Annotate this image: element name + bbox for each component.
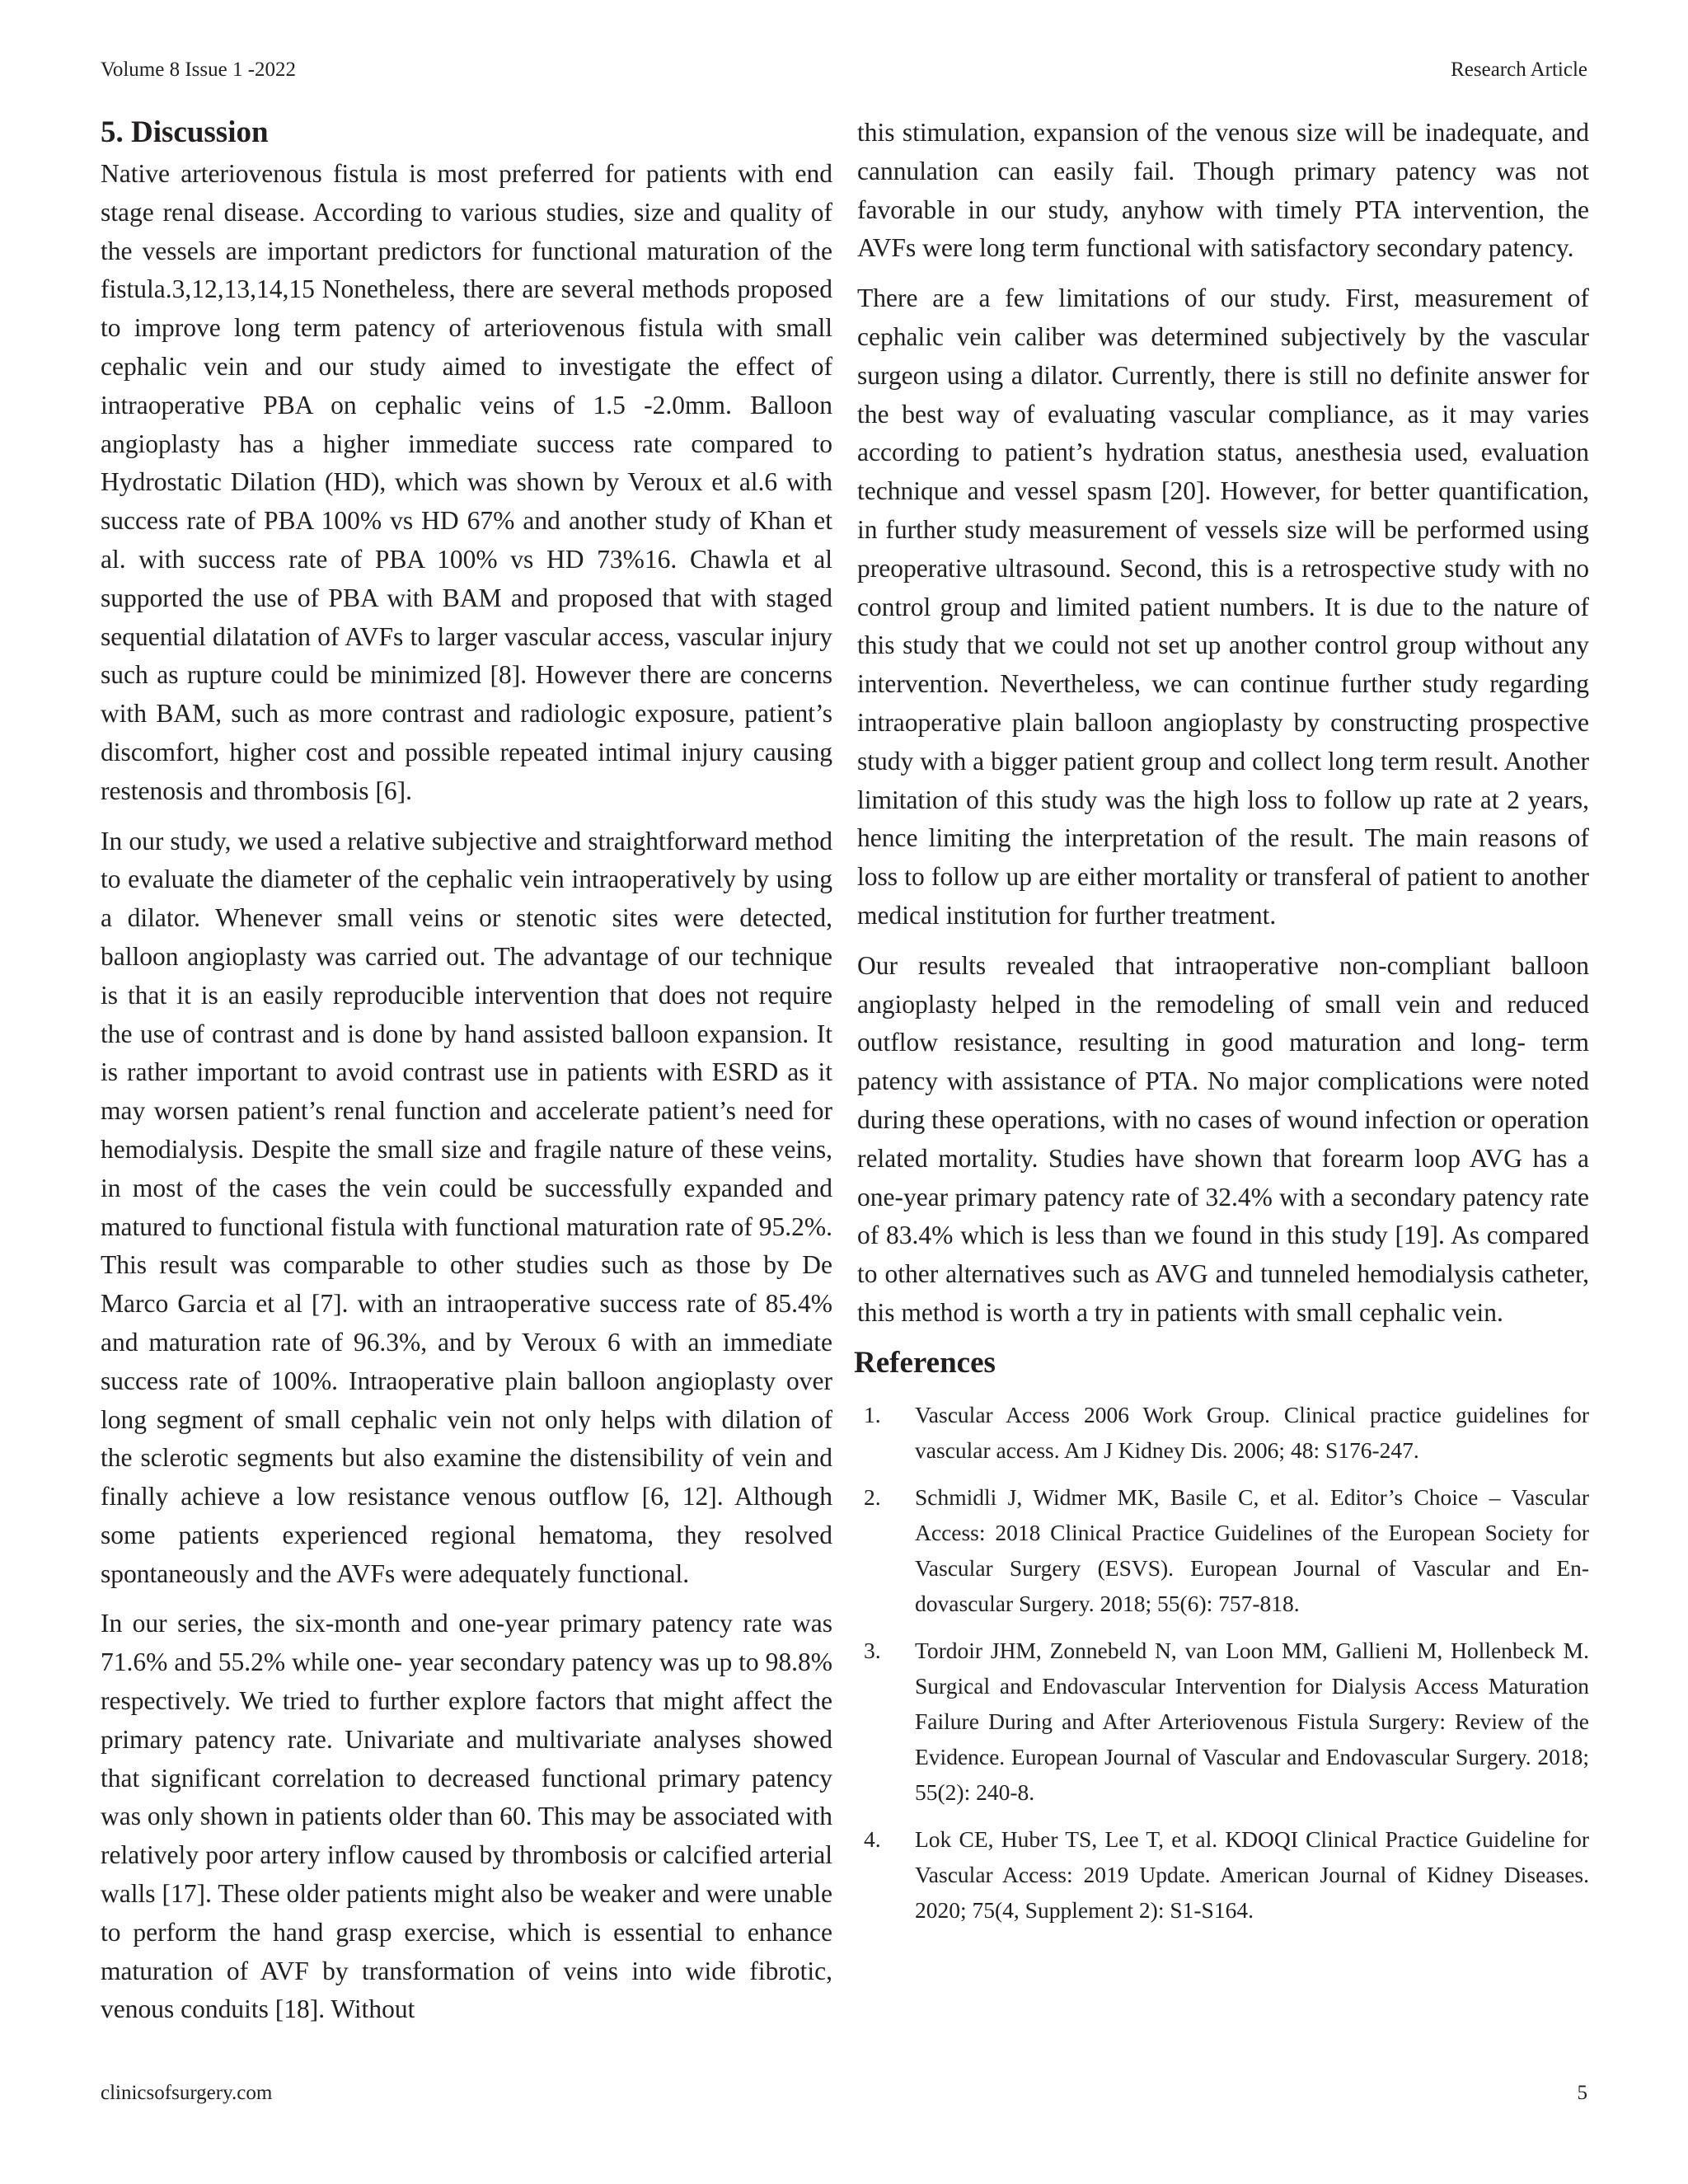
reference-item	[857, 1633, 1589, 1810]
reference-number: 1.	[864, 1401, 881, 1427]
reference-number: 2.	[864, 1483, 881, 1510]
reference-number: 4.	[864, 1825, 881, 1852]
reference-item	[857, 1479, 1589, 1621]
running-header-volume: Volume 8 Issue 1 -2022	[101, 59, 297, 81]
discussion-paragraph-2: In our study, we used a relative subjective and straightforward method to evaluate the diameter of the cephalic vein intraoperatively by using a dilator. Whenever small veins or stenotic sites were detected, balloon angioplasty was carried out. The advantage of our technique is that it is an easily reproducible intervention that does not require the use of contrast and is done by hand assisted balloon expansion. It is rather important to avoid contrast use in patients with ESRD as it may worsen patient’s renal function and accelerate patient’s need for hemodialysis. Despite the small size and fragile nature of these veins, in most of the cases the vein could be successfully expanded and matured to functional fistula with functional maturation rate of 95.2%. This result was comparable to other studies such as those by De Marco Garcia et al [7]. with an intraoperative success rate of 85.4% and maturation rate of 96.3%, and by Veroux 6 with an immediate success rate of 100%. Intraoperative plain balloon angioplasty over long segment of small cephalic vein not only helps with dilation of the sclerotic segments but also examine the distensibility of vein and finally achieve a low resistance venous outflow [6, 12]. Although some patients experienced regional hematoma, they resolved spontaneously and the AVFs were adequately functional.	[101, 826, 832, 1588]
reference-number: 3.	[864, 1637, 881, 1663]
discussion-heading: 5. Discussion	[101, 115, 269, 149]
reference-text: Tordoir JHM, Zonnebeld N, van Loon MM, Gallieni M, Hollenbeck M. Surgical and Endovascular Intervention for Dialysis Access Maturation Failure During and After Arteriovenous Fistula Surgery: Review of the Evidence. European Journal of Vascular and Endovascular Surgery. 2018; 55(2): 240-8.	[915, 1637, 1589, 1805]
running-header-article-type: Research Article	[1451, 59, 1587, 81]
reference-text: Schmidli J, Widmer MK, Basile C, et al. Editor’s Choice – Vascular Access: 2018 Clinical Practice Guidelines of the European Society for Vascular Surgery (ESVS). European Journal of Vascular and Endovascular Surgery. 2018; 55(6): 757-818.	[915, 1483, 1589, 1616]
reference-item	[857, 1821, 1589, 1928]
discussion-paragraph-3: In our series, the six-month and one-year primary patency rate was 71.6% and 55.2% while one- year secondary patency was up to 98.8% respectively. We tried to further explore factors that might affect the primary patency rate. Univariate and multivariate analyses showed that significant correlation to decreased functional primary patency was only shown in patients older than 60. This may be associated with relatively poor artery inflow caused by thrombosis or calcified arterial walls [17]. These older patients might also be weaker and were unable to perform the hand grasp exercise, which is essential to enhance maturation of AVF by transformation of veins into wide fibrotic, venous conduits [18]. Without	[101, 1609, 832, 2024]
reference-item	[857, 1397, 1589, 1468]
page-number: 5	[1577, 2082, 1587, 2104]
discussion-paragraph-3-continued: this stimulation, expansion of the venous size will be inadequate, and cannulation can easily fail. Though primary patency was not favorable in our study, anyhow with timely PTA intervention, the AVFs were long term functional with satisfactory secondary patency.	[857, 118, 1589, 263]
left-column	[101, 114, 832, 2041]
discussion-paragraph-1: Native arteriovenous fistula is most preferred for patients with end stage renal disease. According to various studies, size and quality of the vessels are important predictors for functional maturation of the fistula.3,12,13,14,15 Nonetheless, there are several methods proposed to improve long term patency of arteriovenous fistula with small cephalic vein and our study aimed to investigate the effect of intraoperative PBA on cephalic veins of 1.5 -2.0mm. Balloon angioplasty has a higher immediate success rate compared to Hydrostatic Dilation (HD), which was shown by Veroux et al.6 with success rate of PBA 100% vs HD 67% and another study of Khan et al. with success rate of PBA 100% vs HD 73%16. Chawla et al supported the use of PBA with BAM and proposed that with staged sequential dilatation of AVFs to larger vascular access, vascular injury such as rupture could be minimized [8]. However there are concerns with BAM, such as more contrast and radiologic exposure, patient’s discomfort, higher cost and possible repeated intimal injury causing restenosis and thrombosis [6].	[101, 159, 832, 805]
references-heading: References	[854, 1345, 996, 1380]
reference-text: Lok CE, Huber TS, Lee T, et al. KDOQI Clinical Practice Guideline for Vascular Access: 2019 Update. American Journal of Kidney Diseases. 2020; 75(4, Supplement 2): S1-S164.	[915, 1825, 1589, 1923]
reference-list	[857, 1397, 1589, 1928]
footer-website: clinicsofsurgery.com	[101, 2082, 273, 2104]
right-column	[854, 114, 1589, 1939]
reference-text: Vascular Access 2006 Work Group. Clinical practice guidelines for vascular access. Am J Kidney Dis. 2006; 48: S176-247.	[915, 1401, 1589, 1463]
discussion-paragraph-conclusion: Our results revealed that intraoperative non-compliant balloon angioplasty helped in the remodeling of small vein and reduced outflow resistance, resulting in good maturation and long- term patency with assistance of PTA. No major complications were noted during these operations, with no cases of wound infection or operation related mortality. Studies have shown that forearm loop AVG has a one-year primary patency rate of 32.4% with a secondary patency rate of 83.4% which is less than we found in this study [19]. As compared to other alternatives such as AVG and tunneled hemodialysis catheter, this method is worth a try in patients with small cephalic vein.	[857, 950, 1589, 1327]
discussion-paragraph-limitations: There are a few limitations of our study. First, measurement of cephalic vein caliber was determined subjectively by the vascular surgeon using a dilator. Currently, there is still no definite answer for the best way of evaluating vascular compliance, as it may varies according to patient’s hydration status, anesthesia used, evaluation technique and vessel spasm [20]. However, for better quantification, in further study measurement of vessels size will be performed using preoperative ultrasound. Second, this is a retrospective study with no control group and limited patient numbers. It is due to the nature of this study that we could not set up another control group without any intervention. Nevertheless, we can continue further study regarding intraoperative plain balloon angioplasty by constructing prospective study with a bigger patient group and collect long term result. Another limitation of this study was the high loss to follow up rate at 2 years, hence limiting the interpretation of the result. The main reasons of loss to follow up are either mortality or transferal of patient to another medical institution for further treatment.	[857, 284, 1589, 930]
